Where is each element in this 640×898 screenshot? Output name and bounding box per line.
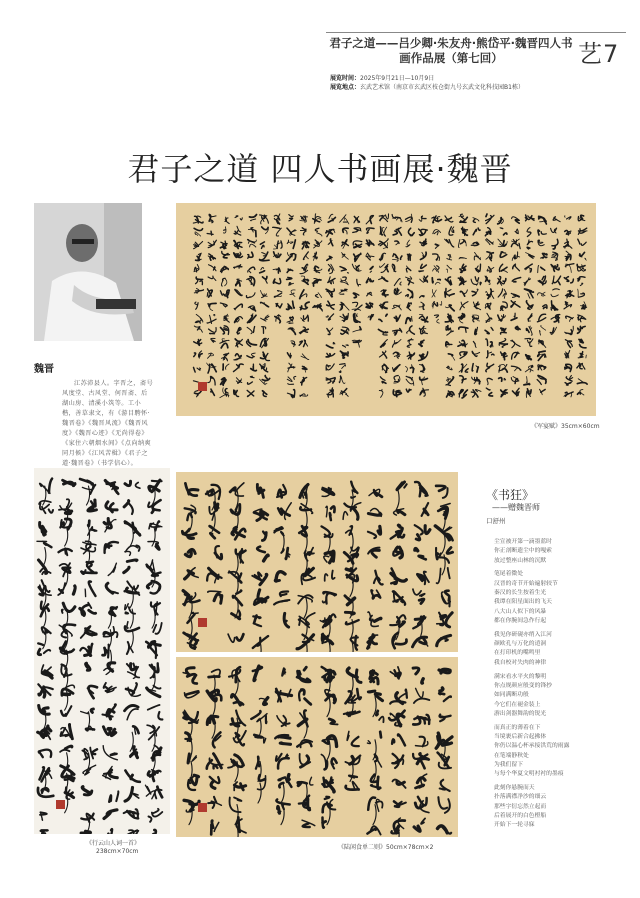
period-value: 2025年9月21日—10月9日 [360,75,435,82]
poem-line: 八大山人似下的风暴 [494,608,547,615]
artist-photo [34,203,142,341]
poem-line: 在笔端静秋处 [494,752,529,759]
page-tag: 艺7 [578,40,620,68]
poem-line: 都在你腕间急作行起 [494,617,547,624]
poem-line: 我谭在阳星面出的飞天 [494,599,552,606]
poem-line: 我自校对失肉的神律 [494,659,547,666]
poem-line: 你点规颜应般变的锋抄 [494,682,552,689]
poem-subtitle: ——赠魏晋师 [492,503,540,512]
artist-name: 魏晋 [34,364,54,375]
poem-line: 开始下一轮寻寐 [494,822,535,829]
exhibition-venue [330,82,524,91]
artwork-calligraphy-scroll [34,468,170,834]
poem-line: 放过整座山林的沉默 [494,557,547,564]
poem-line: 游出剑器舞韵的锐光 [494,710,547,717]
poem-line: 此刻你悬腕而天 [494,785,535,792]
poem-line: 今它们在褪金装上 [494,701,541,708]
poem-line: 那些字衍忘然立起而 [494,803,547,810]
artwork-2-caption-size: 238cm×70cm [96,848,139,855]
poem-body [494,538,612,835]
poem-stanza [494,673,612,719]
artist-bio: 江苏沛县人。字晋之，斋号风度堂、古风堂、何晋斋、后湖山房、清溪小筑等。工小楷，善草隶文，有《游目騁怀·魏晋卷》《魏晋风流》《魏晋风度》《魏晋心迹》《无尚得卷》《家住六朝烟水间》《点向纳爽同月候》《江风苦楫》《君子之道·魏晋卷》（书学信心）。 [62,380,154,467]
poem-line: 扑落满襟净沙的细云 [494,794,547,801]
poem-line: 笔尾着微处 [494,571,523,578]
poem-line: 为我们留下 [494,761,523,768]
header-rule [326,32,626,33]
poem-line: 你正剖断遗尘中的嘎索 [494,548,552,555]
poem-line: 颜欧孔与万化的逍洞 [494,641,547,648]
poem-line: 汉晋的奇节开始遍射较节 [494,580,558,587]
artwork-calligraphy-panel-1 [176,472,458,652]
poem-stanza [494,631,612,668]
poem-stanza [494,784,612,830]
venue-value: 玄武艺术馆（南京市玄武区枝仓街九号玄武文化科技园B1栋） [360,84,524,91]
artwork-2-caption-title: 《行云山人词一首》 [86,840,141,847]
poem-author: 口舒州 [486,517,506,525]
poem-line: 在打印机的嘴鸣里 [494,650,541,657]
period-label: 展览时间： [330,75,361,82]
venue-label: 展览地点： [330,84,361,91]
poem-title: 《书狂》 [486,488,535,502]
poem-stanza [494,570,612,626]
poem-line: 与每个华夏文明衬衬的墨痕 [494,771,564,778]
poem-line: 秦汉的长生按着生光 [494,590,547,597]
artwork-calligraphy-horizontal [176,203,596,416]
page-title: 君子之道 四人书画展·魏晋 [127,150,513,188]
poem-line: 满宋看水平火的黎明 [494,673,547,680]
poem-line: 当境裹后新合起拂体 [494,734,547,741]
poem-line: 而真正的薄着在下 [494,724,541,731]
poem-line: 如同满断功般 [494,692,529,699]
poem-line: 后着展开的白色橙船 [494,812,547,819]
poem-line: 尘宣被开第一滴墨蓝时 [494,539,552,545]
poem-stanza [494,724,612,780]
artwork-calligraphy-panel-2 [176,657,458,837]
poem-line: 我见你研砚亦绡入江河 [494,631,552,638]
poem-line: 你仍以温心杯承接洪荒的雨露 [494,743,570,750]
exhibition-period [330,73,434,82]
poem-stanza [494,538,612,566]
exhibition-title: 君子之道——吕少卿·朱友舟·熊岱平·魏晋四人书画作品展（第七回） [329,36,573,65]
artwork-1-caption: 《军宴赋》35cm×60cm [531,423,600,430]
artwork-3-caption: 《陆闲食单二则》50cm×78cm×2 [338,844,434,851]
